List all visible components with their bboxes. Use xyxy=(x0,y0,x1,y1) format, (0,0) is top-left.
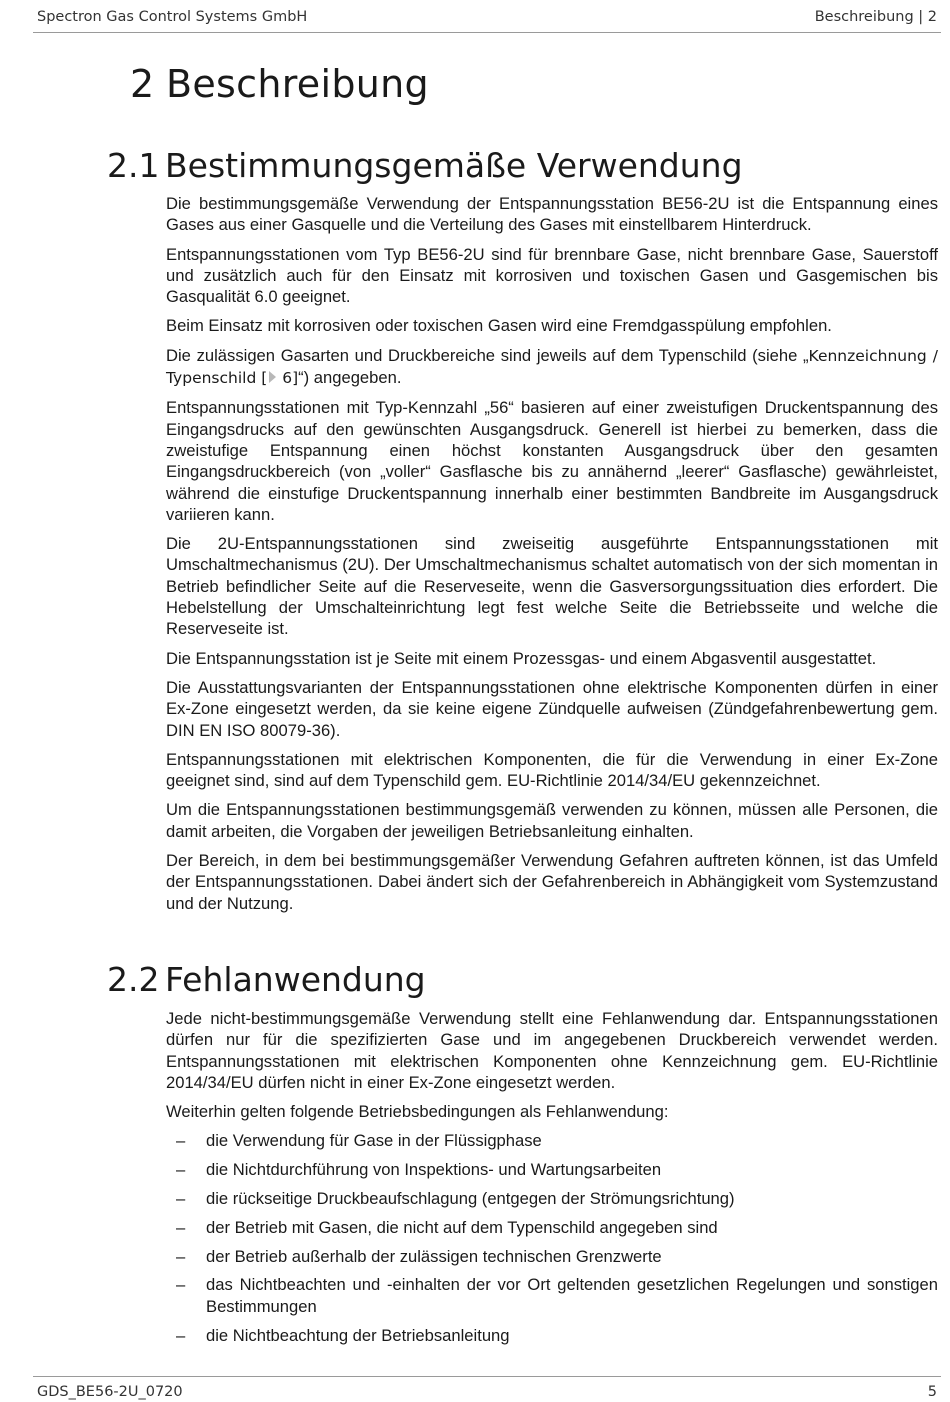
list-item-text: die Nichtdurchführung von Inspektions- und Wartungsarbeiten xyxy=(206,1160,662,1180)
paragraph: Entspannungsstationen mit Typ-Kennzahl „56“ basieren auf einer zweistufigen Druckentspannung des Eingangsdrucks auf den gewünschten Ausgangsdruck. Generell ist hierbei zu bemerken, dass die zweistufige Entspannung einen höchst konstanten Ausgangsdruck über den gesamten Eingangsdruckbereich (von „voller“ Gasflasche bis zu annähernd „leerer“ Gasflasche) gewährleistet, während die einstufige Druckentspannung innerhalb einer bestimmten Bandbreite im Ausgangsdruck variieren kann. xyxy=(166,398,938,524)
list-marker: – xyxy=(176,1217,186,1237)
paragraph: Die bestimmungsgemäße Verwendung der Entspannungsstation BE56-2U ist die Entspannung eines Gases aus einer Gasquelle und die Verteilung des Gases mit einstellbarem Hinterdruck. xyxy=(166,194,938,235)
footer-page-number: 5 xyxy=(927,1384,937,1400)
list-item xyxy=(176,1217,938,1238)
section-heading-2-2 xyxy=(107,960,426,999)
list-item xyxy=(176,1188,938,1209)
header-section: Beschreibung | 2 xyxy=(814,9,937,25)
list-item xyxy=(176,1130,938,1151)
list-marker: – xyxy=(176,1189,186,1209)
section-title: Bestimmungsgemäße Verwendung xyxy=(165,146,743,185)
list-item-text: die rückseitige Druckbeaufschlagung (entgegen der Strömungsrichtung) xyxy=(206,1189,735,1209)
xref-before: Die zulässigen Gasarten und Druckbereiche sind jeweils auf dem Typenschild (siehe „ xyxy=(166,345,809,365)
chapter-title-text: Beschreibung xyxy=(166,62,429,106)
list-item-text: die Nichtbeachtung der Betriebsanleitung xyxy=(206,1325,510,1345)
list-item xyxy=(176,1159,938,1180)
paragraph-xref xyxy=(166,345,938,390)
chapter-title xyxy=(130,62,429,106)
list-item xyxy=(176,1325,938,1346)
header-company: Spectron Gas Control Systems GmbH xyxy=(37,9,308,25)
chapter-number: 2 xyxy=(130,62,155,106)
section-number: 2.2 xyxy=(107,960,160,999)
list-item-text: der Betrieb außerhalb der zulässigen technischen Grenzwerte xyxy=(206,1246,662,1266)
list-item-text: der Betrieb mit Gasen, die nicht auf dem Typenschild angegeben sind xyxy=(206,1217,718,1237)
section-body-2-2 xyxy=(166,1008,938,1353)
xref-page[interactable]: 6] xyxy=(277,369,299,388)
list-item-text: die Verwendung für Gase in der Flüssigphase xyxy=(206,1131,542,1151)
list-marker: – xyxy=(176,1246,186,1266)
list-marker: – xyxy=(176,1131,186,1151)
xref-after: “) angegeben. xyxy=(298,368,402,388)
page-header xyxy=(33,6,941,33)
list-marker: – xyxy=(176,1325,186,1345)
paragraph: Die Entspannungsstation ist je Seite mit einem Prozessgas- und einem Abgasventil ausgestattet. xyxy=(166,648,877,668)
paragraph: Beim Einsatz mit korrosiven oder toxischen Gasen wird eine Fremdgasspülung empfohlen. xyxy=(166,316,832,336)
paragraph: Entspannungsstationen vom Typ BE56-2U sind für brennbare Gase, nicht brennbare Gase, Sauerstoff und zusätzlich auch für den Einsatz mit korrosiven und toxischen Gasen und Gasgemischen bis Gasqualität 6.0 geeignet. xyxy=(166,244,938,307)
list-item xyxy=(176,1246,938,1267)
paragraph: Jede nicht-bestimmungsgemäße Verwendung stellt eine Fehlanwendung dar. Entspannungsstationen dürfen nur für die spezifizierten Gase und im angegebenen Druckbereich verwendet werden. Entspannungsstationen mit elektrischen Komponenten ohne Kennzeichnung gem. EU-Richtlinie 2014/34/EU dürfen nicht in einer Ex-Zone eingesetzt werden. xyxy=(166,1009,938,1092)
paragraph: Weiterhin gelten folgende Betriebsbedingungen als Fehlanwendung: xyxy=(166,1102,669,1122)
paragraph: Die 2U-Entspannungsstationen sind zweiseitig ausgeführte Entspannungsstationen mit Umschaltmechanismus (2U). Der Umschaltmechanismus schaltet automatisch von der sich momentan in Betrieb befindlicher Seite auf die Reserveseite, wenn die Gasversorgungssituation dies erfordert. Die Hebelstellung der Umschalteinrichtung legt fest welche Seite die Betriebsseite und welche die Reserveseite ist. xyxy=(166,534,938,639)
section-title: Fehlanwendung xyxy=(165,960,426,999)
paragraph: Entspannungsstationen mit elektrischen Komponenten, die für die Verwendung in einer Ex-Zone geeignet sind, sind auf dem Typenschild gem. EU-Richtlinie 2014/34/EU gekennzeichnet. xyxy=(166,749,938,791)
xref-link[interactable]: Kennzeichnung / Typenschild [ xyxy=(166,346,938,388)
list-item xyxy=(176,1274,938,1317)
list-marker: – xyxy=(176,1160,186,1180)
paragraph: Die Ausstattungsvarianten der Entspannungsstationen ohne elektrische Komponenten dürfen in einer Ex-Zone eingesetzt werden, da sie keine eigene Zündquelle aufweisen (Zündgefahrenbewertung gem. DIN EN ISO 80079-36). xyxy=(166,677,938,740)
footer-doc-id: GDS_BE56-2U_0720 xyxy=(37,1384,183,1400)
paragraph: Um die Entspannungsstationen bestimmungsgemäß verwenden zu können, müssen alle Personen, die damit arbeiten, die Vorgaben der jeweiligen Betriebsanleitung einhalten. xyxy=(166,800,938,841)
misuse-list xyxy=(166,1130,938,1345)
page-arrow-icon xyxy=(269,371,276,383)
section-body-2-1 xyxy=(166,193,938,922)
section-heading-2-1 xyxy=(107,146,743,185)
list-item-text: das Nichtbeachten und -einhalten der vor Ort geltenden gesetzlichen Regelungen und sonstigen Bestimmungen xyxy=(206,1275,938,1316)
page-footer xyxy=(33,1376,941,1402)
section-number: 2.1 xyxy=(107,146,160,185)
list-marker: – xyxy=(176,1275,186,1295)
paragraph: Der Bereich, in dem bei bestimmungsgemäßer Verwendung Gefahren auftreten können, ist das Umfeld der Entspannungsstationen. Dabei ändert sich der Gefahrenbereich in Abhängigkeit vom Systemzustand und der Nutzung. xyxy=(166,851,938,913)
